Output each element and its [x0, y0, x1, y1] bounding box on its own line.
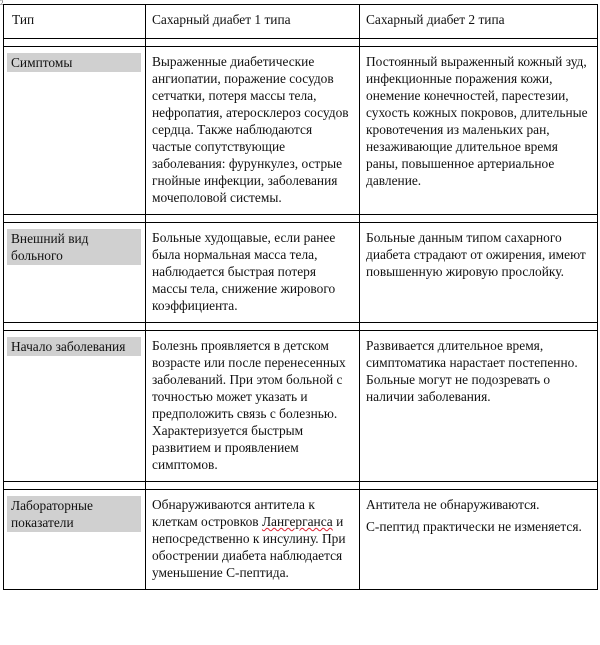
type1-cell	[146, 490, 360, 590]
type1-cell: Болезнь проявляется в детском возрасте или после перенесенных заболеваний. При этом больной с точностью может указать и предположить связь с болезнью. Характеризуется быстрым развитием и проявлением симптомов.	[146, 331, 360, 482]
row-label: Симптомы	[7, 53, 141, 72]
row-label: Внешний вид больного	[7, 229, 141, 265]
type1-text-part: Обнаруживаются антитела к клеткам островков	[152, 497, 315, 529]
table-row	[4, 223, 598, 323]
table-row	[4, 47, 598, 215]
diabetes-comparison-table	[3, 4, 598, 590]
type2-cell: Постоянный выраженный кожный зуд, инфекционные поражения кожи, онемение конечностей, парестезии, сухость кожных покровов, длительные кровотечения из маленьких ран, незаживающие длительное время раны, повышенное артериальное давление.	[360, 47, 598, 215]
type2-paragraph: Антитела не обнаруживаются.	[366, 497, 540, 512]
type1-cell: Выраженные диабетические ангиопатии, поражение сосудов сетчатки, потеря массы тела, нефропатия, атеросклероз сосудов сердца. Также наблюдаются частые сопутствующие заболевания: фурункулез, острые гнойные инфекции, заболевания мочеполовой системы.	[146, 47, 360, 215]
spacer-row	[4, 215, 598, 223]
spacer-row	[4, 482, 598, 490]
spacer-row	[4, 39, 598, 47]
type1-text-part: и непосредственно к инсулину. При обострении диабета наблюдается уменьшение С-пептида.	[152, 514, 346, 580]
header-type2: Сахарный диабет 2 типа	[360, 5, 598, 39]
row-label-cell	[4, 331, 146, 482]
row-label-cell	[4, 223, 146, 323]
header-type1: Сахарный диабет 1 типа	[146, 5, 360, 39]
spellcheck-term: Лангерганса	[261, 514, 333, 529]
header-row	[4, 5, 598, 39]
header-type: Тип	[4, 5, 146, 39]
spacer-row	[4, 323, 598, 331]
table-row	[4, 331, 598, 482]
type2-paragraph: С-пептид практически не изменяется.	[366, 519, 582, 534]
row-label-cell	[4, 47, 146, 215]
row-label-cell	[4, 490, 146, 590]
type2-cell	[360, 490, 598, 590]
type2-cell: Больные данным типом сахарного диабета страдают от ожирения, имеют повышенную жировую прослойку.	[360, 223, 598, 323]
type2-cell: Развивается длительное время, симптоматика нарастает постепенно. Больные могут не подозревать о наличии заболевания.	[360, 331, 598, 482]
table-row	[4, 490, 598, 590]
row-label: Начало заболевания	[7, 337, 141, 356]
corner-mark: 2	[0, 0, 4, 7]
row-label: Лабораторные показатели	[7, 496, 141, 532]
type1-cell: Больные худощавые, если ранее была нормальная масса тела, наблюдается быстрая потеря массы тела, снижение жирового коэффициента.	[146, 223, 360, 323]
